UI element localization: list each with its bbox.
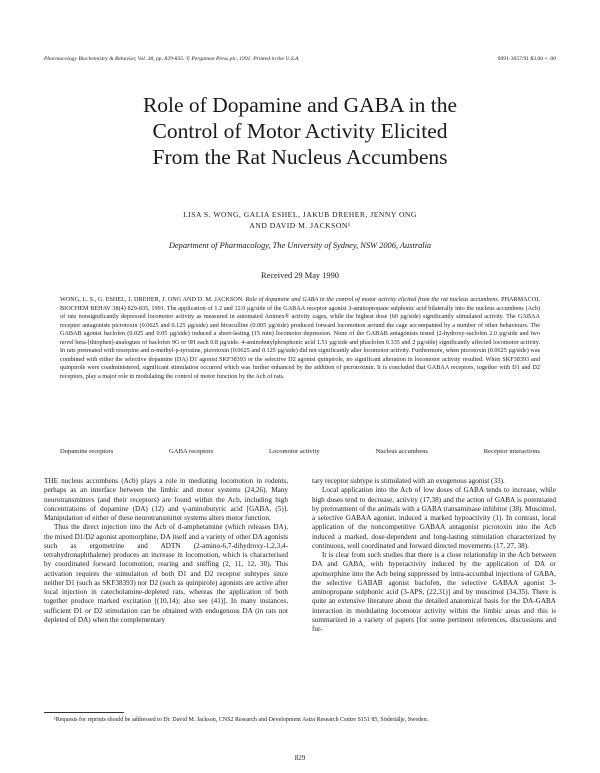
keywords [60,448,540,455]
body-paragraph: Local application into the Acb of low doses of GABA tends to increase, while high doses tend to decrease, activity (17,38) and the action of GABA is potentiated by pretreatment of the animals with a GABA transaminase inhibitor (38). Muscimol, a selective GABAA agonist, induced a marked hypoactivity (1). In contrast, local application of the noncompetitive GABAA antagonist picrotoxin into the Acb induced a marked, dose-dependent and long-lasting stimulation characterized by continuous, well coordinated and forward directed movements (17, 27, 38). [312,486,556,550]
abstract-body: PHARMACOL BIOCHEM BEHAV 38(4) 829-835, 1991. The application of 1.2 and 12.0 µg/side of the GABAA receptor agonist 3-aminopropane sulphonic acid bilaterally into the nucleus accumbens (Acb) of rats nonsignificantly depressed locomotor activity as measured in automated Animex® activity cages, while the highest dose (60 µg/side) significantly stimulated activity. The GABAA receptor antagonists picrotoxin (0.0625 and 0.125 µg/side) and bicuculline (0.005 µg/side) produced forward locomotion around the cage accompanied by a number of other behaviours. The GABAB agonist baclofen (0.025 and 0.05 µg/side) induced a short-lasting (15 min) locomotor depression. None of the GABAB antagonists tested (2-hydroxy-saclofen 2.0 µg/side and two novel beta-[thiophen]-analogues of baclofen 9G or 9H each 0.8 µg/side. 4-aminobutylphosphonic acid 1.51 µg/side and phaclofen 0.335 and 2 µg/side) significantly affected locomotor activity. In rats pretreated with reserpine and α-methyl-p-tyrosine, picrotoxin (0.0625 and 0.125 µg/side) did not significantly alter locomotor activity. Furthermore, when picrotoxin (0.0625 µg/side) was combined with either the selective dopamine (DA) D1 agonist SKF38393 or the selective D2 agonist quinpirole, no significant alteration in locomotor activity resulted. When SKF38393 and quinpirole were coadministered, significant stimulation occurred which was further enhanced by the addition of picrotoxinin. It is concluded that GABAA receptors, together with D1 and D2 receptors, play a major role in modulating the control of motor function by the Acb of rats. [60,296,540,380]
abstract-citation-title: Role of dopamine and GABA in the control of motor activity elicited from the rat nucleus accumbens. [245,296,500,303]
received-date: Received 29 May 1990 [261,271,339,280]
body-paragraph: It is clear from such studies that there is a close relationship in the Acb between DA and GABA, with hyperactivity induced by the application of DA or apomorphine into the Acb being suppressed by intra-accumbal injections of GABA, the selective GABAB agonist baclofen, the selective GABAA agonist 3-aminopropane sulphonic acid (3-APS, (22,31)] and by muscimol (34,35). There is quite an extensive literature about the detailed anatomical basis for the DA-GABA interaction in modulating locomotor activity within the limbic areas and this is summarized in a variety of papers [for some pertinent references, discussions and fur- [312,551,556,633]
abstract-citation: WONG, L. S., G. ESHEL, J. DREHER, J. ONG AND D. M. JACKSON. [60,296,244,303]
keyword: Receptor interactions [483,448,540,455]
keyword: GABA receptors [169,448,214,455]
article-title [60,92,540,170]
running-header [44,56,556,62]
title-line-2: Control of Motor Activity Elicited [152,119,448,143]
journal-code: 0091-3057/91 $3.00 + .00 [497,56,556,62]
body-paragraph: Thus the direct injection into the Acb of d-amphetamine (which releases DA), the mixed D1/D2 agonist apomorphine, DA itself and a variety of other DA agonists such as ergometrine and ADTN (2-amino-6,7-dihydroxy-1,2,3,4-tetrahydronaphthalene) produces an increase in locomotion, which is characterised by coordinated forward locomotion, rearing and sniffing (2, 11, 12, 30). This activation requires the stimulation of both D1 and D2 receptor subtypes since neither D1 (such as SKF38393) nor D2 (such as quinpirole) agonists are active after local injection in catecholamine-depleted rats, whereas the application of both together produce marked excitation [(10,14); also see (41)]. In many instances, sufficient D1 or D2 stimulation can be obtained with endogenous DA (in rats not depleted of DA) when the complementary [44,523,288,624]
abstract [60,296,540,381]
author-list [60,209,540,231]
keyword: Nucleus accumbens [375,448,429,455]
body-column-right [312,477,556,634]
footnote-divider [44,712,124,713]
body-column-left [44,477,288,625]
keyword: Locomotor activity [268,448,320,455]
authors-line-1: LISA S. WONG, GALIA ESHEL, JAKUB DREHER, JENNY ONG [183,210,417,219]
page-number: 829 [294,754,306,762]
title-line-1: Role of Dopamine and GABA in the [142,93,458,117]
body-paragraph: tary receptor subtype is stimulated with an exogenous agonist (33). [312,477,505,485]
authors-line-2: AND DAVID M. JACKSON¹ [249,221,351,230]
title-line-3: From the Rat Nucleus Accumbens [152,145,448,169]
journal-citation: Pharmacology Biochemistry & Behavior, Vol. 38, pp. 829-835. © Pergamon Press plc, 1991. Printed in the U.S.A. [44,56,300,62]
affiliation: Department of Pharmacology, The University of Sydney, NSW 2006, Australia [168,241,432,250]
keyword: Dopamine receptors [60,448,114,455]
body-paragraph: THE nucleus accumbens (Acb) plays a role in mediating locomotion in rodents, perhaps as an interface between the limbic and motor systems (24,26). Many neurotransmitters (and their receptors) are found within the Acb, including high concentrations of dopamine (DA) (12) and γ-aminobutyric acid [GABA, (5)]. Manipulation of either of these neurotransmitter systems alters motor function. [44,477,288,522]
footnote: ¹Requests for reprints should be addressed to Dr. David M. Jackson, CNS2 Research and Development Astra Research Centre S151 85, Södertälje, Sweden. [54,717,429,723]
